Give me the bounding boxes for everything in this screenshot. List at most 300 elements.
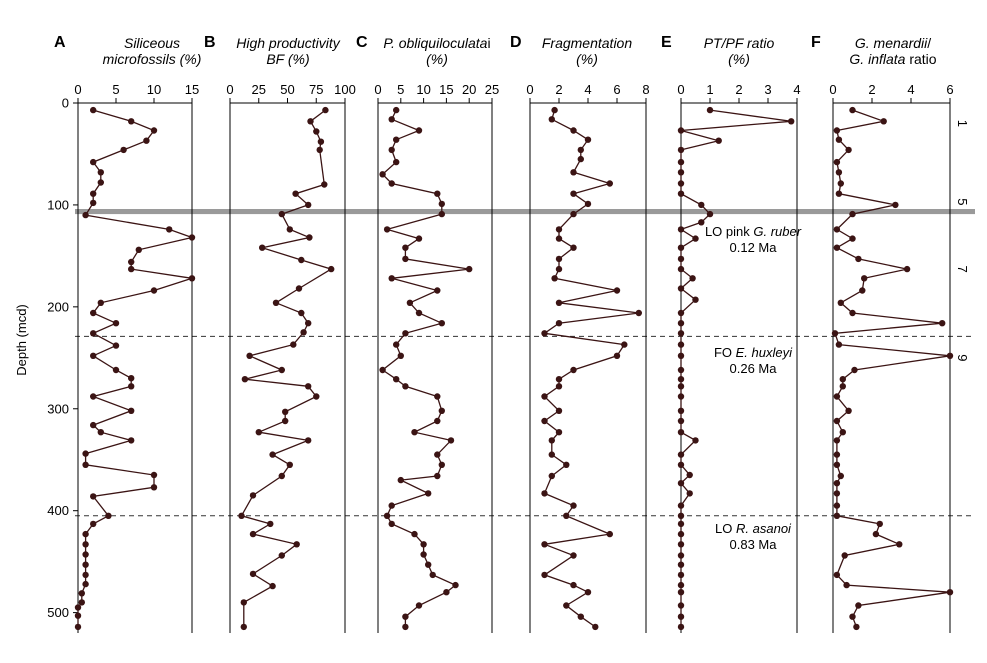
title-segment: G. menardii [854, 35, 928, 51]
data-point-B-26 [282, 409, 288, 415]
x-tick-label: 0 [226, 82, 234, 97]
y-tick-label: 0 [61, 95, 69, 111]
data-point-A-50 [75, 624, 81, 630]
data-point-D-20 [636, 310, 642, 316]
annotation-segment: R. asanoi [736, 521, 791, 536]
data-point-D-43 [570, 582, 576, 588]
data-point-A-20 [90, 310, 96, 316]
data-point-D-41 [570, 552, 576, 558]
data-point-D-19 [556, 300, 562, 306]
data-point-D-28 [541, 393, 547, 399]
x-tick-label: 5 [112, 82, 120, 97]
data-point-E-5 [678, 147, 684, 153]
data-point-E-14 [692, 235, 698, 241]
data-point-F-20 [849, 310, 855, 316]
x-tick-label: 4 [793, 82, 801, 97]
data-point-E-1 [707, 107, 713, 113]
data-point-B-34 [238, 513, 244, 519]
data-point-C-3 [416, 127, 422, 133]
title-segment: (%) [576, 51, 598, 67]
y-tick-label: 100 [47, 197, 69, 213]
x-tick-label: 3 [764, 82, 772, 97]
panel-letter-B: B [204, 34, 216, 51]
data-point-A-43 [82, 562, 88, 568]
data-point-E-8 [678, 180, 684, 186]
annotation-fo-e-huxleyi-name [714, 345, 793, 360]
data-point-C-21 [439, 320, 445, 326]
x-tick-label: 15 [439, 82, 454, 97]
x-tick-label: 50 [280, 82, 295, 97]
data-point-C-19 [407, 300, 413, 306]
panel-title-E-line2 [728, 51, 750, 67]
data-point-C-32 [448, 437, 454, 443]
data-point-A-42 [82, 551, 88, 557]
data-point-A-38 [105, 513, 111, 519]
data-point-C-13 [416, 235, 422, 241]
data-point-A-16 [128, 266, 134, 272]
data-point-E-24 [678, 341, 684, 347]
data-point-A-47 [79, 599, 85, 605]
data-point-F-47 [855, 602, 861, 608]
title-segment: BF (%) [266, 51, 310, 67]
data-point-C-23 [393, 341, 399, 347]
data-point-F-10 [892, 202, 898, 208]
data-point-E-25 [678, 353, 684, 359]
data-point-D-10 [585, 201, 591, 207]
data-point-A-9 [90, 191, 96, 197]
data-point-B-21 [246, 353, 252, 359]
data-point-D-29 [556, 408, 562, 414]
data-point-E-11 [707, 211, 713, 217]
data-point-B-30 [269, 451, 275, 457]
data-point-F-38 [834, 502, 840, 508]
data-point-F-41 [873, 531, 879, 537]
data-point-E-2 [788, 118, 794, 124]
data-point-D-3 [570, 127, 576, 133]
data-point-B-2 [307, 118, 313, 124]
title-segment: microfossils (%) [102, 51, 202, 67]
data-point-E-29 [678, 393, 684, 399]
data-point-C-12 [384, 226, 390, 232]
data-point-F-13 [849, 235, 855, 241]
data-point-E-3 [678, 127, 684, 133]
data-point-D-45 [563, 602, 569, 608]
data-point-C-17 [389, 275, 395, 281]
data-point-A-1 [90, 107, 96, 113]
data-point-D-46 [578, 614, 584, 620]
data-point-D-17 [551, 275, 557, 281]
data-point-D-39 [607, 531, 613, 537]
data-point-C-26 [393, 376, 399, 382]
data-point-A-12 [166, 226, 172, 232]
data-point-A-25 [113, 367, 119, 373]
series-line-A [78, 110, 192, 627]
x-tick-label: 10 [146, 82, 162, 97]
data-point-E-41 [678, 521, 684, 527]
data-point-E-33 [692, 437, 698, 443]
data-point-A-31 [98, 429, 104, 435]
data-point-E-10 [698, 202, 704, 208]
title-segment: ratio [905, 51, 937, 67]
x-tick-label: 0 [374, 82, 382, 97]
data-point-E-17 [678, 266, 684, 272]
data-point-B-14 [328, 266, 334, 272]
data-point-A-34 [82, 462, 88, 468]
data-point-B-16 [273, 300, 279, 306]
data-point-E-26 [678, 367, 684, 373]
data-point-F-11 [849, 211, 855, 217]
data-point-C-34 [439, 462, 445, 468]
data-point-B-32 [279, 473, 285, 479]
title-segment: i [487, 35, 491, 51]
panel-letter-D: D [510, 34, 522, 51]
data-point-C-20 [416, 310, 422, 316]
data-point-A-27 [128, 383, 134, 389]
data-point-C-48 [416, 602, 422, 608]
data-point-E-36 [687, 472, 693, 478]
data-point-B-41 [241, 599, 247, 605]
data-point-F-4 [836, 137, 842, 143]
panel-title-F-line2 [849, 51, 936, 67]
annotation-lo-pink-g-ruber-age: 0.12 Ma [729, 240, 777, 255]
data-point-F-44 [834, 572, 840, 578]
data-point-B-22 [279, 367, 285, 373]
data-point-B-1 [322, 107, 328, 113]
panel-letter-C: C [356, 34, 368, 51]
y-tick-label: 300 [47, 401, 69, 417]
data-point-B-33 [250, 492, 256, 498]
data-point-D-34 [563, 462, 569, 468]
data-point-A-8 [98, 179, 104, 185]
data-point-C-30 [434, 418, 440, 424]
data-point-A-29 [128, 408, 134, 414]
data-point-F-15 [855, 256, 861, 262]
data-point-B-11 [306, 234, 312, 240]
data-point-C-18 [434, 287, 440, 293]
data-point-F-45 [843, 582, 849, 588]
annotation-segment: LO [715, 521, 737, 536]
data-point-B-9 [279, 211, 285, 217]
isotope-stage-5: 5 [955, 198, 970, 206]
x-tick-label: 8 [642, 82, 650, 97]
data-point-A-17 [189, 275, 195, 281]
data-point-D-12 [556, 226, 562, 232]
data-point-A-24 [90, 353, 96, 359]
data-point-E-35 [678, 462, 684, 468]
data-point-E-9 [678, 191, 684, 197]
data-point-C-11 [439, 211, 445, 217]
data-point-C-37 [425, 490, 431, 496]
data-point-D-35 [549, 473, 555, 479]
data-point-C-22 [402, 330, 408, 336]
y-tick-label: 400 [47, 503, 69, 519]
annotation-lo-r-asanoi-name [715, 521, 792, 536]
series-layer [75, 107, 953, 630]
panel-title-D-line2 [576, 51, 598, 67]
data-point-A-15 [128, 259, 134, 265]
data-point-B-24 [305, 383, 311, 389]
data-point-C-36 [398, 477, 404, 483]
data-point-C-4 [393, 137, 399, 143]
data-point-F-31 [840, 429, 846, 435]
data-point-C-43 [420, 551, 426, 557]
x-tick-label: 6 [613, 82, 621, 97]
data-point-E-19 [678, 285, 684, 291]
data-point-A-11 [82, 212, 88, 218]
x-tick-label: 4 [584, 82, 592, 97]
data-point-E-37 [678, 480, 684, 486]
data-point-F-46 [947, 589, 953, 595]
data-point-B-17 [298, 310, 304, 316]
title-segment: / [927, 35, 932, 51]
data-point-A-10 [90, 200, 96, 206]
data-point-B-35 [267, 521, 273, 527]
y-tick-label: 500 [47, 605, 69, 621]
data-point-C-40 [389, 521, 395, 527]
data-point-E-43 [678, 541, 684, 547]
data-point-A-41 [82, 541, 88, 547]
series-line-B [242, 110, 332, 627]
data-point-C-5 [389, 147, 395, 153]
data-point-A-14 [136, 247, 142, 253]
data-point-D-22 [541, 330, 547, 336]
isotope-stage-7: 7 [955, 265, 970, 273]
data-point-C-44 [425, 562, 431, 568]
data-point-E-50 [678, 614, 684, 620]
data-point-F-23 [836, 341, 842, 347]
data-point-B-15 [296, 285, 302, 291]
data-point-B-19 [300, 329, 306, 335]
data-point-D-15 [556, 256, 562, 262]
axes-layer [73, 98, 950, 633]
data-point-C-10 [439, 201, 445, 207]
data-point-E-38 [687, 490, 693, 496]
series-line-D [545, 110, 639, 627]
x-tick-label: 4 [907, 82, 915, 97]
title-segment: P. obliquiloculata [383, 35, 488, 51]
data-point-C-1 [393, 107, 399, 113]
data-point-E-16 [678, 256, 684, 262]
data-point-E-22 [678, 320, 684, 326]
data-point-D-38 [563, 513, 569, 519]
data-point-B-40 [269, 583, 275, 589]
data-point-A-4 [143, 138, 149, 144]
data-point-B-10 [287, 226, 293, 232]
data-point-D-26 [556, 376, 562, 382]
data-point-C-25 [379, 367, 385, 373]
data-point-B-29 [305, 437, 311, 443]
data-point-D-47 [592, 624, 598, 630]
data-point-C-9 [434, 191, 440, 197]
annotation-segment: FO [713, 345, 736, 360]
data-point-D-13 [556, 235, 562, 241]
data-point-E-45 [678, 562, 684, 568]
data-point-D-4 [585, 137, 591, 143]
panel-title-E-line1 [704, 35, 775, 51]
x-tick-label: 0 [526, 82, 534, 97]
data-point-E-51 [678, 624, 684, 630]
x-tick-label: 20 [461, 82, 477, 97]
isotope-stage-1: 1 [955, 119, 970, 128]
data-point-C-24 [398, 353, 404, 359]
data-point-D-27 [556, 383, 562, 389]
data-point-B-6 [321, 181, 327, 187]
data-point-D-2 [549, 116, 555, 122]
data-point-E-48 [678, 589, 684, 595]
panel-title-D-line1 [542, 35, 632, 51]
annotation-segment: G. ruber [753, 224, 802, 239]
data-point-F-30 [834, 418, 840, 424]
x-tick-label: 15 [184, 82, 200, 97]
data-point-A-2 [128, 118, 134, 124]
data-point-E-46 [678, 572, 684, 578]
data-point-A-22 [90, 330, 96, 336]
data-point-A-35 [151, 472, 157, 478]
data-point-B-7 [292, 191, 298, 197]
data-point-F-8 [838, 180, 844, 186]
data-point-F-37 [834, 490, 840, 496]
data-point-E-4 [716, 138, 722, 144]
data-point-D-8 [607, 180, 613, 186]
data-point-F-1 [849, 107, 855, 113]
data-point-A-5 [120, 147, 126, 153]
data-point-C-28 [434, 393, 440, 399]
panel-title-B-line2 [266, 51, 309, 67]
data-point-B-20 [290, 341, 296, 347]
data-point-C-8 [389, 180, 395, 186]
data-point-C-6 [393, 159, 399, 165]
data-point-D-5 [578, 147, 584, 153]
data-point-F-43 [842, 552, 848, 558]
panel-title-C-line2 [426, 51, 448, 67]
data-point-E-47 [678, 582, 684, 588]
data-point-F-17 [861, 275, 867, 281]
annotation-segment: E. huxleyi [735, 345, 793, 360]
y-axis-label: Depth (mcd) [14, 304, 29, 376]
data-point-C-47 [443, 589, 449, 595]
data-point-D-16 [556, 266, 562, 272]
data-point-E-27 [678, 376, 684, 382]
x-tick-label: 25 [251, 82, 266, 97]
data-point-F-39 [834, 513, 840, 519]
annotation-lo-pink-g-ruber-name [705, 224, 802, 239]
data-point-D-36 [541, 490, 547, 496]
panel-title-C-line1 [383, 35, 490, 51]
data-point-C-16 [466, 266, 472, 272]
data-point-E-39 [678, 502, 684, 508]
gray-band-layer [75, 209, 975, 214]
data-point-F-35 [838, 473, 844, 479]
data-point-F-7 [836, 169, 842, 175]
data-point-B-25 [313, 393, 319, 399]
data-point-F-24 [947, 353, 953, 359]
data-point-A-36 [151, 484, 157, 490]
data-point-F-29 [845, 408, 851, 414]
data-point-F-40 [877, 521, 883, 527]
x-tick-label: 25 [484, 82, 500, 97]
data-point-D-9 [570, 191, 576, 197]
annotation-segment: LO pink [704, 224, 754, 239]
data-point-A-19 [98, 300, 104, 306]
data-point-B-42 [241, 624, 247, 630]
data-point-E-49 [678, 602, 684, 608]
data-point-A-26 [128, 375, 134, 381]
data-point-F-18 [859, 287, 865, 293]
data-point-A-45 [82, 581, 88, 587]
data-point-D-44 [585, 589, 591, 595]
data-point-E-21 [678, 310, 684, 316]
data-point-D-11 [570, 211, 576, 217]
data-point-C-41 [411, 531, 417, 537]
data-point-A-37 [90, 493, 96, 499]
data-point-E-15 [678, 245, 684, 251]
data-point-C-14 [402, 245, 408, 251]
title-segment: (%) [728, 51, 750, 67]
panel-letter-E: E [661, 34, 672, 51]
data-point-D-6 [578, 156, 584, 162]
data-point-F-36 [834, 480, 840, 486]
data-point-E-23 [678, 330, 684, 336]
data-point-C-15 [402, 256, 408, 262]
data-point-D-31 [556, 429, 562, 435]
data-point-F-3 [834, 127, 840, 133]
data-point-C-31 [411, 429, 417, 435]
series-line-C [383, 110, 470, 627]
data-point-F-19 [838, 300, 844, 306]
data-point-F-5 [845, 147, 851, 153]
data-point-F-25 [851, 367, 857, 373]
panel-title-F-line1 [855, 35, 931, 51]
x-tick-label: 1 [706, 82, 714, 97]
title-segment: High productivity [236, 35, 340, 51]
data-point-B-28 [256, 429, 262, 435]
data-point-E-42 [678, 531, 684, 537]
x-tick-label: 100 [334, 82, 356, 97]
data-point-D-42 [541, 572, 547, 578]
data-point-B-18 [305, 320, 311, 326]
data-point-B-39 [250, 571, 256, 577]
data-point-E-13 [678, 226, 684, 232]
data-point-A-3 [151, 127, 157, 133]
data-point-C-39 [384, 513, 390, 519]
panel-letter-A: A [54, 34, 66, 51]
data-point-F-16 [904, 266, 910, 272]
data-point-A-23 [113, 342, 119, 348]
data-point-D-33 [549, 451, 555, 457]
data-point-F-34 [834, 462, 840, 468]
data-point-C-2 [389, 116, 395, 122]
data-point-B-12 [259, 245, 265, 251]
data-point-B-5 [317, 147, 323, 153]
data-point-C-35 [434, 473, 440, 479]
data-point-C-49 [402, 614, 408, 620]
data-point-E-44 [678, 552, 684, 558]
y-tick-label: 200 [47, 299, 69, 315]
x-tick-label: 10 [416, 82, 431, 97]
data-point-B-13 [298, 257, 304, 263]
data-point-C-45 [430, 572, 436, 578]
data-point-E-30 [678, 408, 684, 414]
panel-title-A-line2 [103, 51, 202, 67]
data-point-C-7 [379, 171, 385, 177]
panel-letter-F: F [811, 34, 821, 51]
data-point-F-21 [939, 320, 945, 326]
data-point-E-6 [678, 159, 684, 165]
data-point-B-4 [318, 139, 324, 145]
data-point-C-27 [402, 383, 408, 389]
title-segment: (%) [426, 51, 448, 67]
data-point-B-37 [294, 541, 300, 547]
